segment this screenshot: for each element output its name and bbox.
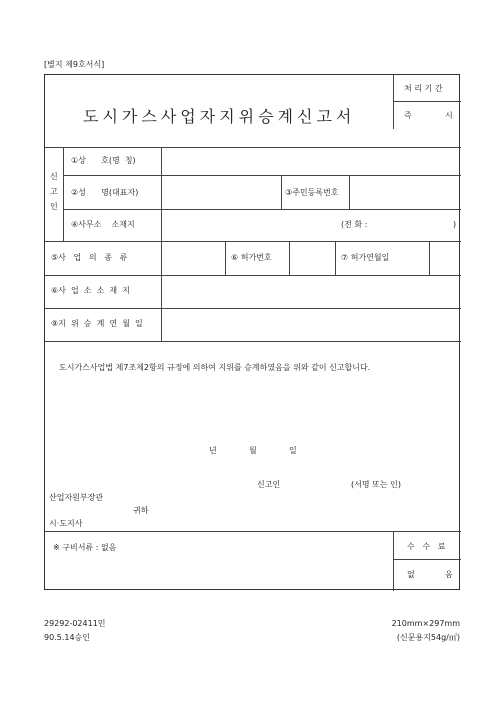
divider [349, 175, 350, 209]
divider [289, 241, 290, 275]
divider [429, 241, 430, 275]
trade-name-field[interactable] [163, 149, 459, 173]
applicant-side-label: 고 [50, 187, 58, 196]
recipient-honorific: 귀하 [133, 506, 149, 515]
report-form [44, 74, 460, 590]
fee-label: 수 수 료 [407, 542, 446, 551]
paper-weight: (신문용지54g/㎡) [396, 633, 460, 642]
divider [335, 241, 336, 275]
processing-period-value: 시 [445, 111, 453, 120]
phone-label-close: ) [453, 220, 457, 229]
business-location-field[interactable] [163, 277, 459, 306]
trade-name-label: ①상 호(명 칭) [71, 156, 136, 165]
representative-name-label: ②성 명(대표자) [71, 188, 139, 197]
divider [63, 209, 461, 210]
divider [45, 147, 461, 148]
date-day-label: 일 [289, 446, 297, 455]
divider [281, 175, 282, 209]
applicant-side-label: 인 [50, 202, 58, 211]
divider [63, 175, 461, 176]
divider [45, 531, 461, 532]
permit-number-label: ⑥ 허가번호 [231, 253, 272, 262]
permit-number-field[interactable] [291, 243, 333, 273]
business-location-label: ⑥사 업 소 소 재 지 [51, 286, 130, 295]
divider [393, 559, 461, 560]
divider [45, 341, 461, 342]
representative-name-field[interactable] [163, 177, 279, 207]
applicant-side-label: 신 [50, 172, 58, 181]
resident-number-field[interactable] [351, 177, 459, 207]
divider [45, 275, 461, 276]
office-address-label: ④사무소 소재지 [71, 220, 135, 229]
office-address-field[interactable] [163, 211, 459, 239]
divider [45, 241, 461, 242]
approval-date: 90.5.14승인 [44, 633, 90, 642]
form-code: 29292-02411민 [44, 619, 106, 628]
paper-size: 210mm×297mm [391, 619, 460, 628]
fee-value: 없 [407, 570, 415, 579]
required-documents-note: ※ 구비서류 : 없음 [53, 543, 117, 552]
succession-date-field[interactable] [163, 310, 459, 339]
business-type-label: ⑤사 업 의 종 류 [51, 253, 128, 262]
resident-number-label: ③주민등록번호 [285, 188, 339, 197]
date-month-label: 월 [249, 446, 257, 455]
divider [63, 147, 64, 241]
applicant-signature-label: 신고인 [257, 480, 281, 489]
recipient-governor: 시·도지사 [49, 519, 83, 528]
divider [225, 241, 226, 275]
form-reference: [별지 제9호서식] [44, 60, 105, 69]
permit-date-field[interactable] [431, 243, 459, 273]
divider [45, 308, 461, 309]
form-title: 도시가스사업자지위승계신고서 [83, 107, 356, 126]
divider [393, 101, 461, 102]
date-year-label: 년 [209, 446, 217, 455]
divider [393, 531, 394, 591]
divider [161, 147, 162, 241]
declaration-statement: 도시가스사업법 제7조제2항의 규정에 의하여 지위를 승계하였음을 위와 같이 신고합니다. [59, 363, 371, 372]
recipient-minister: 산업자원부장관 [49, 493, 104, 502]
phone-label: (전 화 : [341, 220, 368, 229]
signature-note: (서명 또는 인) [351, 480, 401, 489]
divider [393, 75, 394, 129]
divider [161, 241, 162, 341]
succession-date-label: ⑨지 위 승 계 연 월 일 [51, 319, 143, 328]
business-type-field[interactable] [163, 243, 223, 273]
processing-period-label: 처 리 기 간 [404, 84, 443, 93]
processing-period-value: 즉 [404, 111, 412, 120]
permit-date-label: ⑦ 허가연월일 [341, 253, 390, 262]
fee-value: 음 [445, 570, 453, 579]
